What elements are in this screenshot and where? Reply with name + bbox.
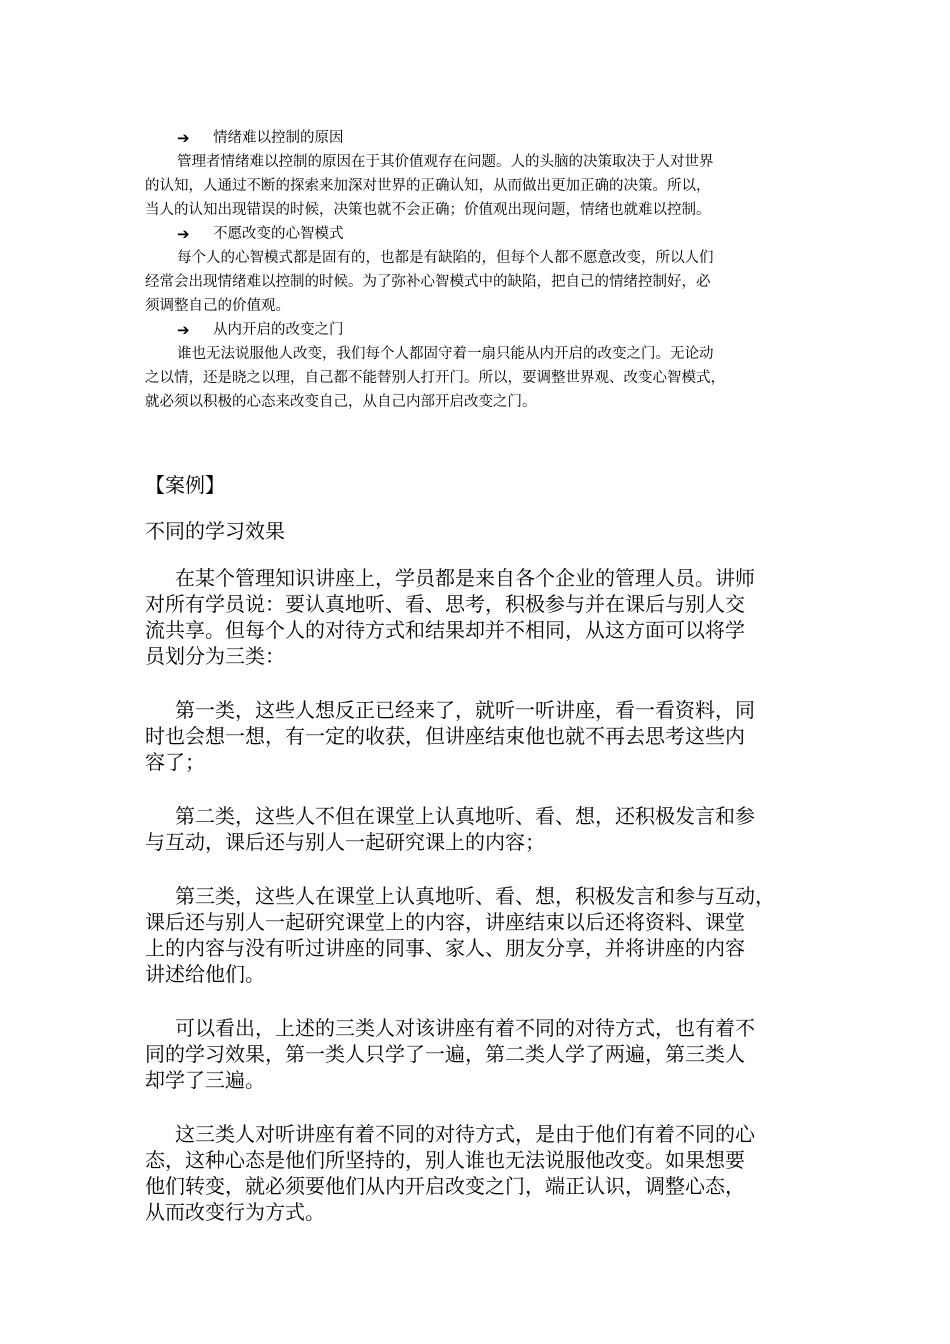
paragraph-line: 却学了三遍。 xyxy=(145,1068,265,1092)
bullet-heading-text: 情绪难以控制的原因 xyxy=(213,130,344,146)
case-body xyxy=(145,565,815,1253)
paragraph-line: 上的内容与没有听过讲座的同事、家人、朋友分享，并将讲座的内容 xyxy=(145,936,745,960)
body-paragraph xyxy=(145,246,810,318)
case-paragraph xyxy=(145,1015,815,1093)
paragraph-line: 时也会想一想，有一定的收获，但讲座结束他也就不再去思考这些内 xyxy=(145,724,745,748)
principles-section xyxy=(145,126,810,414)
case-paragraph xyxy=(145,697,815,775)
bullet-heading-text: 从内开启的改变之门 xyxy=(213,322,344,338)
paragraph-line: 在某个管理知识讲座上，学员都是来自各个企业的管理人员。讲师 xyxy=(175,566,755,590)
paragraph-line: 就必须以积极的心态来改变自己，从自己内部开启改变之门。 xyxy=(145,394,537,410)
arrow-right-icon: ➔ xyxy=(177,225,190,243)
paragraph-line: 的认知，人通过不断的探索来加深对世界的正确认知，从而做出更加正确的决策。所以， xyxy=(145,178,711,194)
paragraph-line: 可以看出，上述的三类人对该讲座有着不同的对待方式，也有着不 xyxy=(175,1016,755,1040)
paragraph-line: 第三类，这些人在课堂上认真地听、看、想，积极发言和参与互动， xyxy=(175,884,775,908)
paragraph-line: 课后还与别人一起研究课堂上的内容，讲座结束以后还将资料、课堂 xyxy=(145,910,745,934)
bullet-heading xyxy=(145,126,810,150)
case-paragraph xyxy=(145,1121,815,1225)
paragraph-line: 员划分为三类： xyxy=(145,644,285,668)
paragraph-line: 谁也无法说服他人改变，我们每个人都固守着一扇只能从内开启的改变之门。无论动 xyxy=(177,346,714,362)
arrow-right-icon: ➔ xyxy=(177,129,190,147)
body-paragraph xyxy=(145,150,810,222)
case-paragraph xyxy=(145,803,815,855)
case-label: 【案例】 xyxy=(145,473,225,497)
paragraph-line: 管理者情绪难以控制的原因在于其价值观存在问题。人的头脑的决策取决于人对世界 xyxy=(177,154,714,170)
paragraph-line: 从而改变行为方式。 xyxy=(145,1200,325,1224)
case-paragraph xyxy=(145,883,815,987)
paragraph-line: 第一类，这些人想反正已经来了，就听一听讲座，看一看资料，同 xyxy=(175,698,755,722)
bullet-heading xyxy=(145,318,810,342)
paragraph-line: 他们转变，就必须要他们从内开启改变之门，端正认识，调整心态， xyxy=(145,1174,745,1198)
paragraph-line: 这三类人对听讲座有着不同的对待方式，是由于他们有着不同的心 xyxy=(175,1122,755,1146)
paragraph-line: 同的学习效果，第一类人只学了一遍，第二类人学了两遍，第三类人 xyxy=(145,1042,745,1066)
paragraph-line: 容了； xyxy=(145,750,205,774)
case-paragraph xyxy=(145,565,815,669)
bullet-heading xyxy=(145,222,810,246)
bullet-heading-text: 不愿改变的心智模式 xyxy=(213,226,344,242)
paragraph-line: 第二类，这些人不但在课堂上认真地听、看、想，还积极发言和参 xyxy=(175,804,755,828)
arrow-right-icon: ➔ xyxy=(177,321,190,339)
paragraph-line: 态，这种心态是他们所坚持的，别人谁也无法说服他改变。如果想要 xyxy=(145,1148,745,1172)
paragraph-line: 流共享。但每个人的对待方式和结果却并不相同，从这方面可以将学 xyxy=(145,618,745,642)
paragraph-line: 与互动，课后还与别人一起研究课上的内容； xyxy=(145,830,545,854)
paragraph-line: 之以情，还是晓之以理，自己都不能替别人打开门。所以，要调整世界观、改变心智模式， xyxy=(145,370,725,386)
paragraph-line: 讲述给他们。 xyxy=(145,962,265,986)
paragraph-line: 须调整自己的价值观。 xyxy=(145,298,290,314)
paragraph-line: 每个人的心智模式都是固有的，也都是有缺陷的，但每个人都不愿意改变，所以人们 xyxy=(177,250,714,266)
paragraph-line: 经常会出现情绪难以控制的时候。为了弥补心智模式中的缺陷，把自己的情绪控制好，必 xyxy=(145,274,711,290)
case-title: 不同的学习效果 xyxy=(145,519,285,543)
paragraph-line: 当人的认知出现错误的时候，决策也就不会正确；价值观出现问题，情绪也就难以控制。 xyxy=(145,202,711,218)
body-paragraph xyxy=(145,342,810,414)
paragraph-line: 对所有学员说：要认真地听、看、思考，积极参与并在课后与别人交 xyxy=(145,592,745,616)
